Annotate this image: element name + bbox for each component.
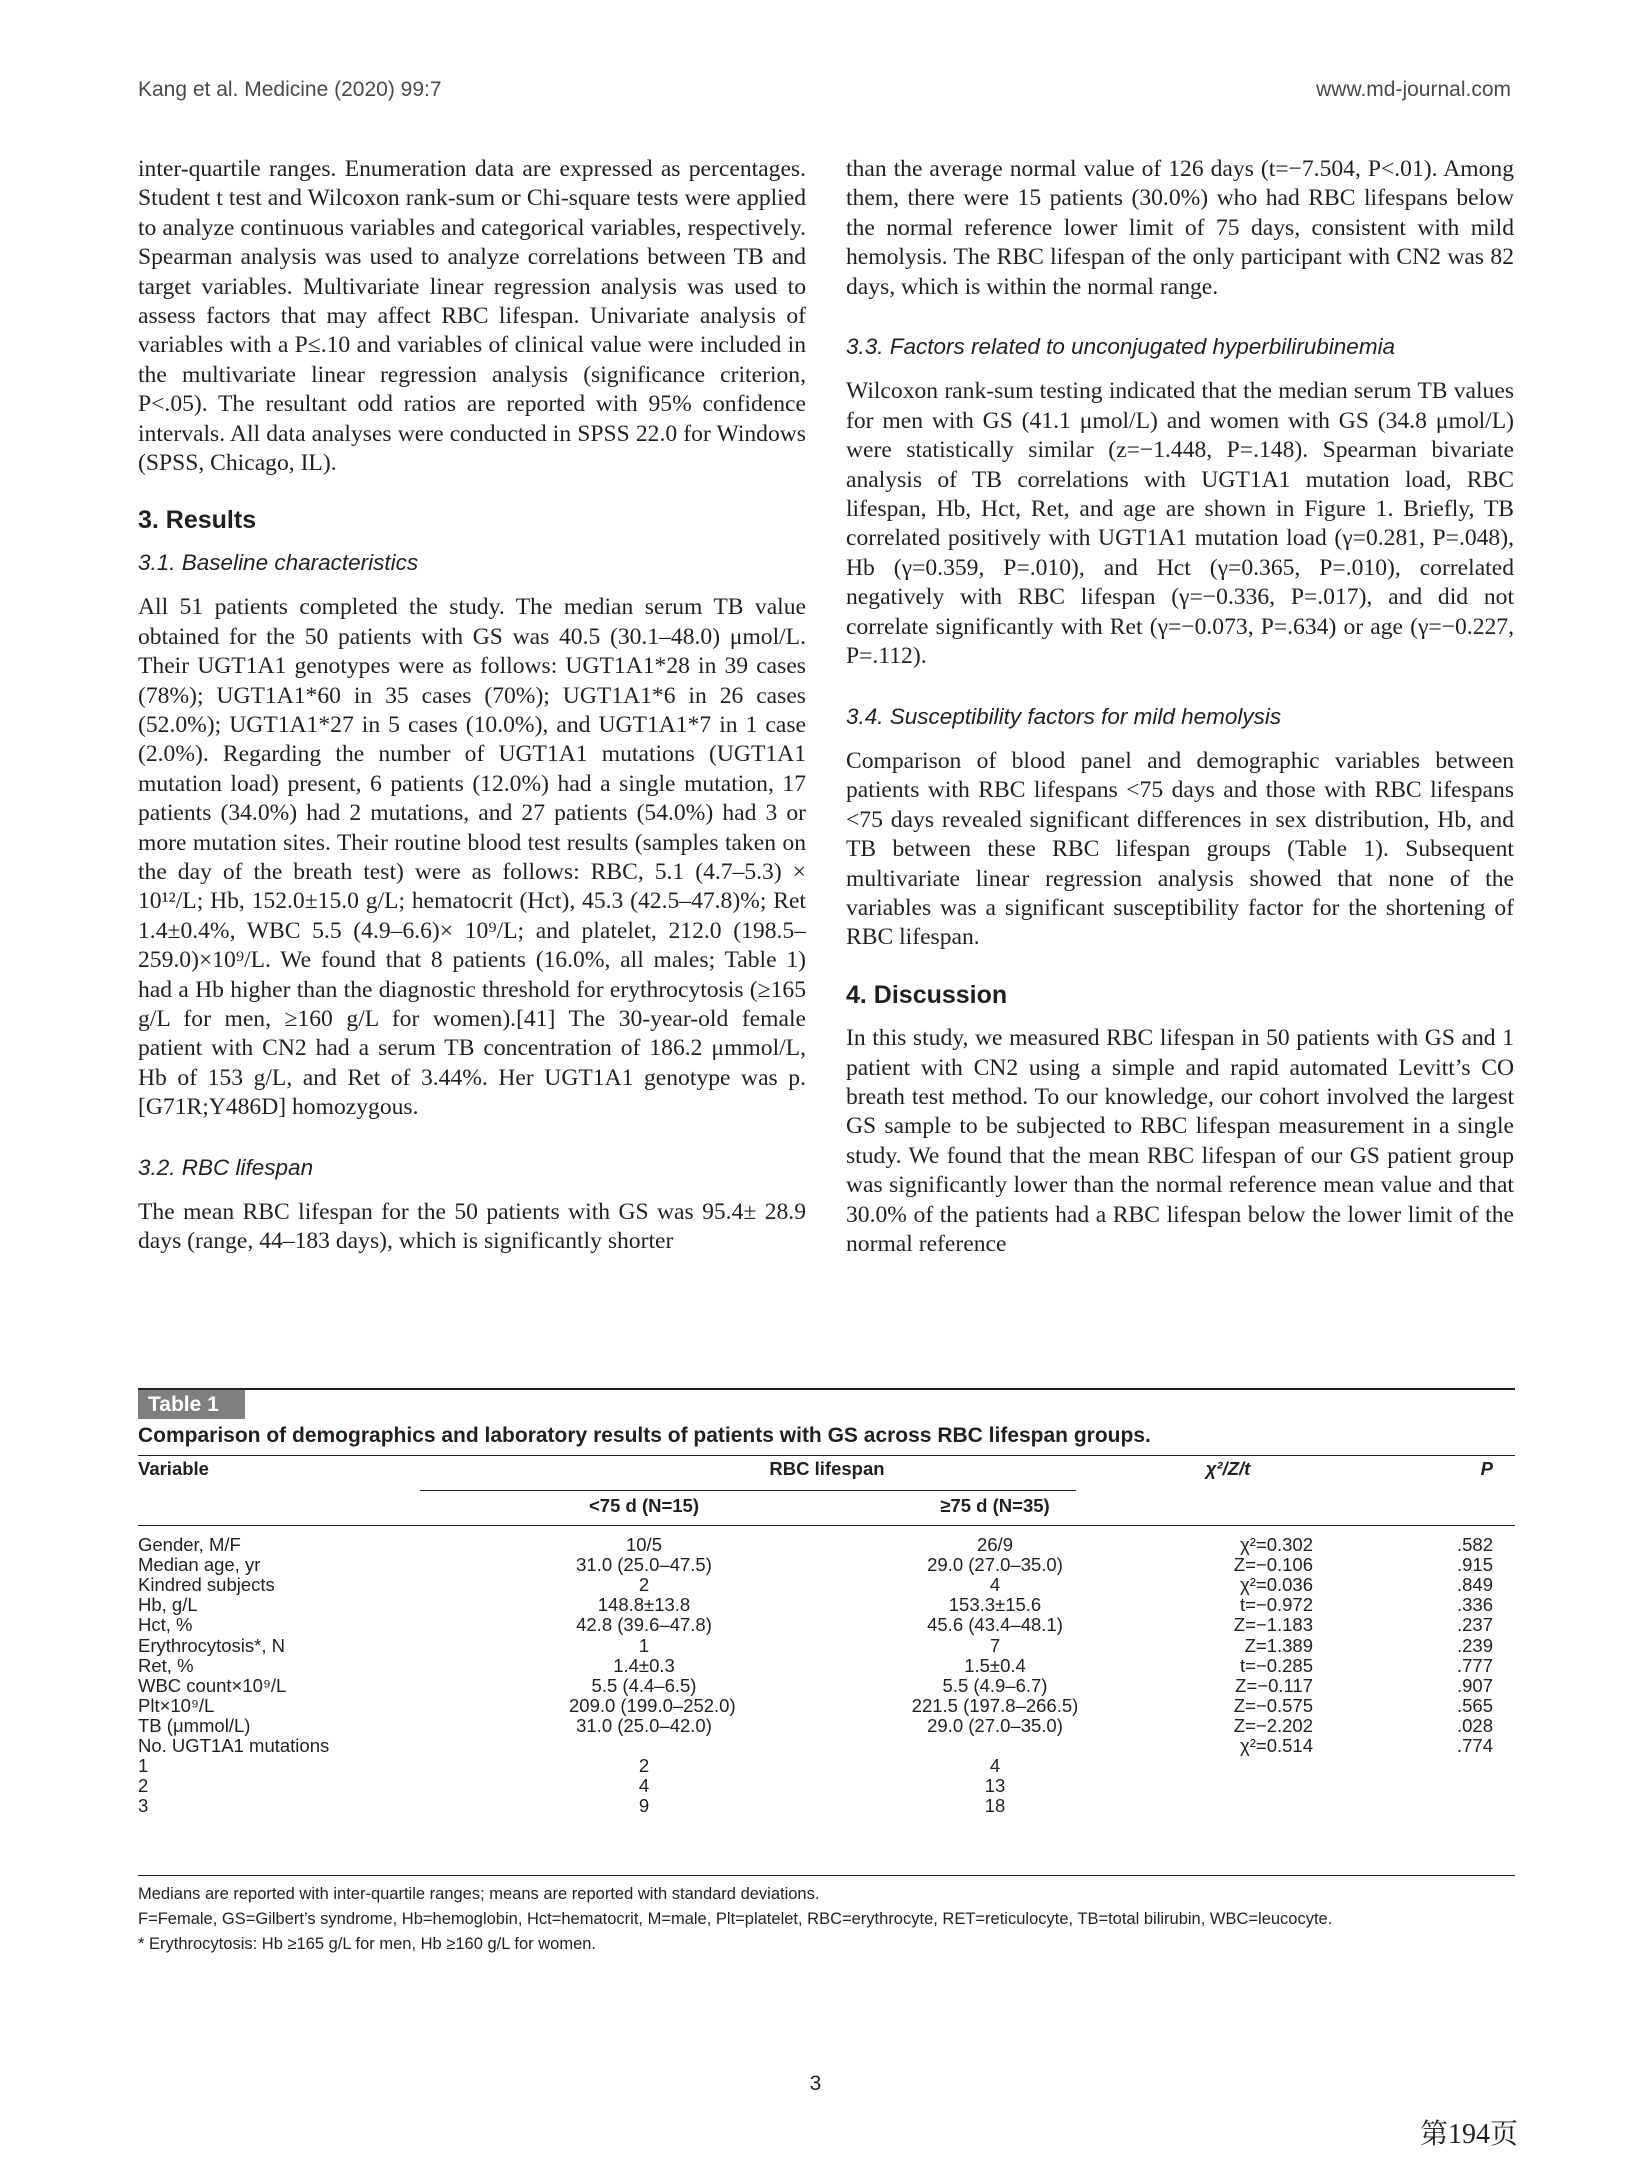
row-ge75: 26/9 [976, 1534, 1013, 1555]
row-variable: Hct, % [138, 1614, 193, 1636]
col-subhead-ge75: ≥75 d (N=35) [940, 1495, 1050, 1516]
row-p-value: .237 [1456, 1614, 1493, 1636]
row-p-value: .849 [1456, 1574, 1493, 1596]
row-variable: Gender, M/F [138, 1534, 241, 1555]
col-head-rbc-lifespan: RBC lifespan [769, 1458, 885, 1479]
row-p-value: .774 [1456, 1735, 1493, 1756]
row-lt75: 2 [638, 1574, 650, 1596]
heading-results: 3. Results [138, 506, 257, 535]
paragraph-factors: Wilcoxon rank-sum testing indicated that the median serum TB values for men with GS (41.1 μmol/L) and women with GS (34.8 μmol/L) were statistically similar (z=−1.448, P=.148). Spearman bivariate analysis of TB correlations with UGT1A1 mutation load, RBC lifespan, Hb, Hct, Ret, and age are shown in Figure 1. Briefly, TB correlated positively with UGT1A1 mutation load (γ=0.281, P=.048), Hb (γ=0.359, P=.010), and Hct (γ=0.365, P=.010), correlated negatively with RBC lifespan (γ=−0.336, P=.017), and did not correlate significantly with Ret (γ=−0.073, P=.634) or age (γ=−0.227, P=.112). [846, 378, 1514, 670]
col-head-p: P [1480, 1458, 1493, 1479]
table-footnote-2: F=Female, GS=Gilbert’s syndrome, Hb=hemoglobin, Hct=hematocrit, M=male, Plt=platelet, RBC=erythrocyte, RET=reticulocyte, TB=total bilirubin, WBC=leucocyte. [138, 1910, 1333, 1928]
row-lt75: 148.8±13.8 [597, 1594, 691, 1616]
row-statistic: t=−0.285 [1239, 1654, 1313, 1676]
heading-rbc-lifespan: 3.2. RBC lifespan [138, 1154, 314, 1180]
row-statistic: χ²=0.302 [1240, 1534, 1313, 1555]
table-subheader-rule [138, 1525, 1515, 1526]
row-statistic: Z=−0.117 [1235, 1674, 1313, 1696]
row-ge75: 7 [989, 1634, 1001, 1656]
row-variable: TB (μmmol/L) [138, 1714, 251, 1736]
row-p-value: .915 [1456, 1554, 1493, 1576]
row-variable: Erythrocytosis*, N [138, 1634, 286, 1656]
row-lt75: 10/5 [625, 1534, 662, 1555]
page-stamp: 第194页 [1420, 2119, 1519, 2150]
row-variable: 2 [138, 1775, 149, 1797]
col-head-variable: Variable [138, 1458, 209, 1479]
row-statistic: χ²=0.514 [1240, 1735, 1313, 1756]
row-ge75: 29.0 (27.0–35.0) [927, 1554, 1063, 1576]
row-ge75: 4 [989, 1755, 1001, 1777]
row-statistic: Z=1.389 [1244, 1634, 1313, 1656]
right-column [846, 155, 1514, 1259]
paragraph-rbc-continued: than the average normal value of 126 days (t=−7.504, P<.01). Among them, there were 15 patients (30.0%) who had RBC lifespans below the normal reference lower limit of 75 days, consistent with mild hemolysis. The RBC lifespan of the only participant with CN2 was 82 days, which is within the normal range. [846, 156, 1514, 300]
row-lt75: 31.0 (25.0–47.5) [576, 1554, 712, 1576]
table-header-rule [138, 1455, 1515, 1456]
row-variable: 1 [138, 1755, 149, 1777]
row-ge75: 153.3±15.6 [948, 1594, 1042, 1616]
row-ge75: 221.5 (197.8–266.5) [911, 1694, 1079, 1716]
row-ge75: 13 [984, 1775, 1006, 1797]
row-lt75: 1 [638, 1634, 650, 1656]
table-top-rule [138, 1388, 1515, 1390]
row-ge75: 4 [989, 1574, 1001, 1596]
running-header-url: www.md-journal.com [1316, 78, 1511, 101]
page-number: 3 [809, 2072, 822, 2095]
table-footnote-3: * Erythrocytosis: Hb ≥165 g/L for men, Hb ≥160 g/L for women. [138, 1935, 597, 1953]
paragraph-susceptibility: Comparison of blood panel and demographic variables between patients with RBC lifespans <75 days and those with RBC lifespans <75 days revealed significant differences in sex distribution, Hb, and TB between these RBC lifespan groups (Table 1). Subsequent multivariate linear regression analysis showed that none of the variables was a significant susceptibility factor for the shortening of RBC lifespan. [846, 747, 1514, 951]
row-ge75: 5.5 (4.9–6.7) [942, 1674, 1048, 1696]
heading-susceptibility: 3.4. Susceptibility factors for mild hemolysis [846, 703, 1282, 729]
row-statistic: Z=−0.575 [1233, 1694, 1313, 1716]
table-tag: Table 1 [138, 1390, 245, 1419]
row-p-value: .239 [1456, 1634, 1493, 1656]
paragraph-methods-end: inter-quartile ranges. Enumeration data are expressed as percentages. Student t test and Wilcoxon rank-sum or Chi-square tests were applied to analyze continuous variables and categorical variables, respectively. Spearman analysis was used to analyze correlations between TB and target variables. Multivariate linear regression analysis was used to assess factors that may affect RBC lifespan. Univariate analysis of variables with a P≤.10 and variables of clinical value were included in the multivariate linear regression analysis (significance criterion, P<.05). The resultant odd ratios are reported with 95% confidence intervals. All data analyses were conducted in SPSS 22.0 for Windows (SPSS, Chicago, IL). [138, 156, 806, 477]
paragraph-baseline: All 51 patients completed the study. The median serum TB value obtained for the 50 patients with GS was 40.5 (30.1–48.0) μmol/L. Their UGT1A1 genotypes were as follows: UGT1A1*28 in 39 cases (78%); UGT1A1*60 in 35 cases (70%); UGT1A1*6 in 26 cases (52.0%); UGT1A1*27 in 5 cases (10.0%), and UGT1A1*7 in 1 case (2.0%). Regarding the number of UGT1A1 mutations (UGT1A1 mutation load) present, 6 patients (12.0%) had a single mutation, 17 patients (34.0%) had 2 mutations, and 27 patients (54.0%) had 3 or more mutation sites. Their routine blood test results (samples taken on the day of the breath test) were as follows: RBC, 5.1 (4.7–5.3) × 10¹²/L; Hb, 152.0±15.0 g/L; hematocrit (Hct), 45.3 (42.5–47.8)%; Ret 1.4±0.4%, WBC 5.5 (4.9–6.6)× 10⁹/L; and platelet, 212.0 (198.5–259.0)×10⁹/L. We found that 8 patients (16.0%, all males; Table 1) had a Hb higher than the diagnostic threshold for erythrocytosis (≥165 g/L for men, ≥160 g/L for women).[41] The 30-year-old female patient with CN2 had a serum TB concentration of 186.2 μmmol/L, Hb of 153 g/L, and Ret of 3.44%. Her UGT1A1 genotype was p.[G71R;Y486D] homozygous. [138, 594, 806, 1121]
row-variable: Median age, yr [138, 1554, 261, 1576]
row-lt75: 209.0 (199.0–252.0) [569, 1694, 736, 1716]
running-header-citation: Kang et al. Medicine (2020) 99:7 [138, 78, 442, 101]
row-variable: WBC count×10⁹/L [138, 1674, 287, 1696]
row-variable: 3 [138, 1795, 149, 1817]
row-lt75: 31.0 (25.0–42.0) [576, 1714, 712, 1736]
row-variable: Hb, g/L [138, 1594, 198, 1616]
heading-factors: 3.3. Factors related to unconjugated hyperbilirubinemia [846, 334, 1396, 360]
row-p-value: .582 [1456, 1534, 1493, 1555]
row-ge75: 1.5±0.4 [964, 1654, 1026, 1676]
row-lt75: 42.8 (39.6–47.8) [576, 1614, 712, 1636]
paragraph-discussion: In this study, we measured RBC lifespan in 50 patients with GS and 1 patient with CN2 using a simple and rapid automated Levitt’s CO breath test method. To our knowledge, our cohort involved the largest GS sample to be subjected to RBC lifespan measurement in a single study. We found that the mean RBC lifespan of our GS patient group was significantly lower than the normal reference mean value and that 30.0% of the patients had a RBC lifespan below the lower limit of the normal reference [846, 1025, 1514, 1257]
row-p-value: .336 [1456, 1594, 1493, 1616]
row-variable: Plt×10⁹/L [138, 1694, 215, 1716]
left-column [138, 155, 806, 1257]
table-bottom-rule [138, 1875, 1515, 1876]
row-lt75: 2 [638, 1755, 650, 1777]
row-statistic: Z=−1.183 [1233, 1614, 1313, 1636]
row-variable: No. UGT1A1 mutations [138, 1735, 330, 1756]
row-ge75: 18 [984, 1795, 1006, 1817]
table-caption: Comparison of demographics and laboratory results of patients with GS across RBC lifespan groups. [138, 1424, 1151, 1447]
row-lt75: 5.5 (4.4–6.5) [591, 1674, 697, 1696]
row-p-value: .777 [1456, 1654, 1493, 1676]
row-statistic: χ²=0.036 [1240, 1574, 1313, 1596]
row-lt75: 1.4±0.3 [613, 1654, 675, 1676]
row-lt75: 4 [638, 1775, 650, 1797]
row-p-value: .565 [1456, 1694, 1493, 1716]
row-statistic: Z=−2.202 [1233, 1714, 1313, 1736]
row-ge75: 29.0 (27.0–35.0) [927, 1714, 1063, 1736]
col-head-statistic: χ²/Z/t [1205, 1458, 1251, 1479]
table-footnote-1: Medians are reported with inter-quartile ranges; means are reported with standard deviations. [138, 1885, 820, 1903]
paragraph-rbc-lifespan: The mean RBC lifespan for the 50 patients with GS was 95.4± 28.9 days (range, 44–183 days), which is significantly shorter [138, 1199, 806, 1255]
row-p-value: .907 [1456, 1674, 1493, 1696]
group-span-rule [420, 1490, 1076, 1491]
heading-discussion: 4. Discussion [846, 980, 1008, 1009]
row-statistic: Z=−0.106 [1233, 1554, 1313, 1576]
col-subhead-lt75: <75 d (N=15) [588, 1495, 700, 1516]
row-lt75: 9 [638, 1795, 650, 1817]
row-p-value: .028 [1456, 1714, 1493, 1736]
row-statistic: t=−0.972 [1239, 1594, 1313, 1616]
row-variable: Ret, % [138, 1654, 194, 1676]
heading-baseline: 3.1. Baseline characteristics [138, 549, 419, 575]
row-ge75: 45.6 (43.4–48.1) [927, 1614, 1063, 1636]
row-variable: Kindred subjects [138, 1574, 275, 1596]
